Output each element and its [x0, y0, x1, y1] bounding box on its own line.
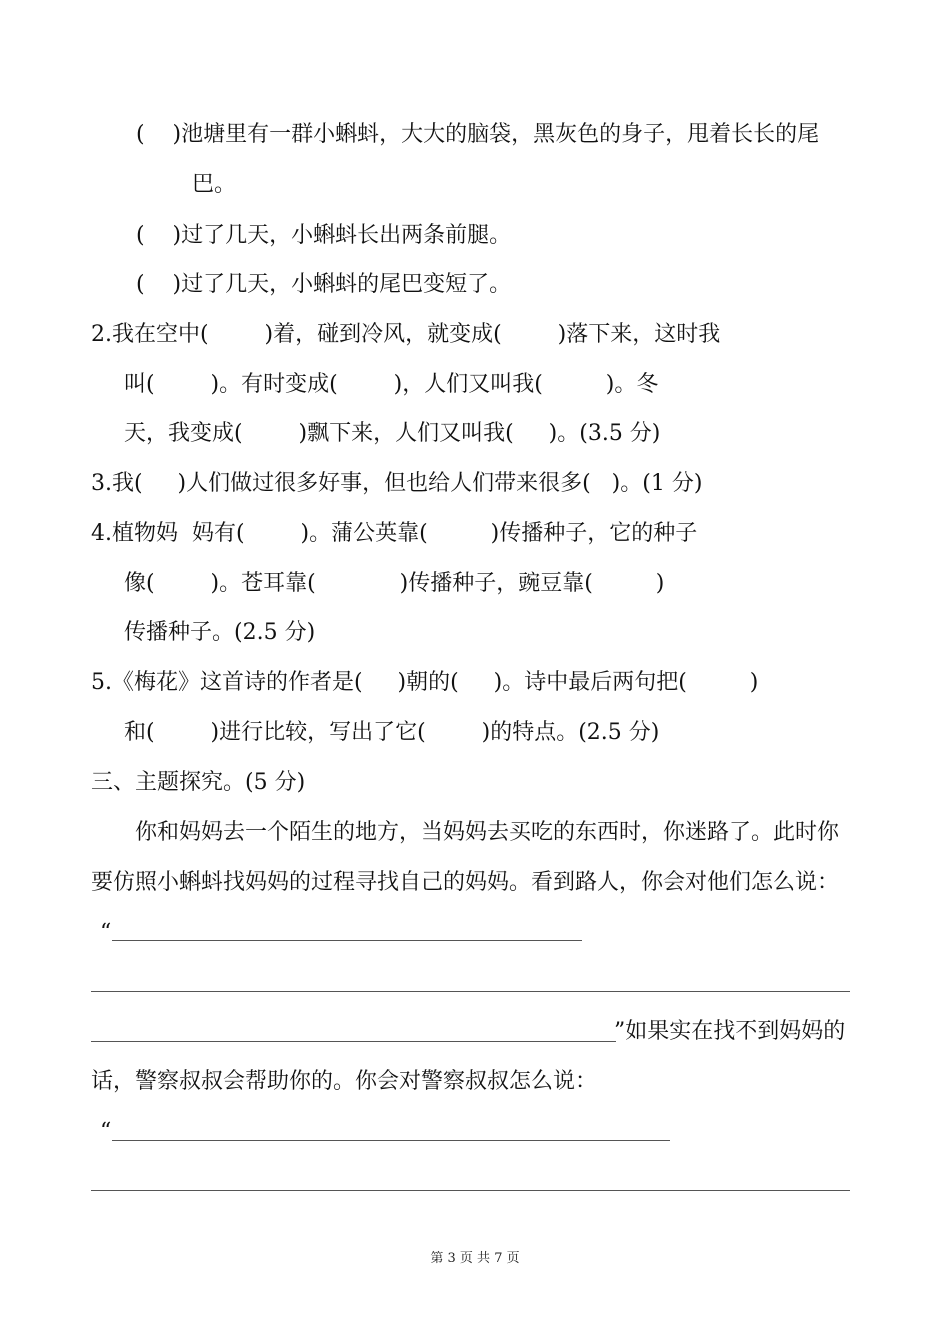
order-item-3: ( )过了几天，小蝌蚪的尾巴变短了。 — [136, 272, 512, 297]
question-3-line-1: 3.我( )人们做过很多好事，但也给人们带来很多( )。(1 分) — [91, 471, 703, 496]
question-5-line-1: 5.《梅花》这首诗的作者是( )朝的( )。诗中最后两句把( ) — [91, 670, 759, 695]
question-5-line-2: 和( )进行比较，写出了它( )的特点。(2.5 分) — [124, 720, 660, 745]
order-item-1-continued: 巴。 — [192, 172, 237, 197]
question-4-line-3: 传播种子。(2.5 分) — [124, 620, 316, 645]
open-quote-1: “ — [100, 920, 112, 945]
page-number-footer: 第 3 页 共 7 页 — [430, 1251, 520, 1266]
question-4-line-1: 4.植物妈 妈有( )。蒲公英靠( )传播种子，它的种子 — [91, 521, 698, 546]
answer-line-1[interactable] — [112, 940, 582, 941]
section-3-paragraph-line-2: 要仿照小蝌蚪找妈妈的过程寻找自己的妈妈。看到路人，你会对他们怎么说： — [91, 870, 840, 895]
answer-line-2[interactable] — [91, 991, 850, 992]
order-item-2: ( )过了几天，小蝌蚪长出两条前腿。 — [136, 223, 512, 248]
question-2-line-2: 叫( )。有时变成( )，人们又叫我( )。冬 — [124, 372, 659, 397]
open-quote-2: “ — [100, 1119, 112, 1144]
answer-line-4[interactable] — [112, 1140, 670, 1141]
section-3-heading: 三、主题探究。(5 分) — [91, 770, 306, 795]
close-quote-continuation: ”如果实在找不到妈妈的 — [614, 1019, 846, 1044]
question-4-line-2: 像( )。苍耳靠( )传播种子，豌豆靠( ) — [124, 571, 665, 596]
answer-line-5[interactable] — [91, 1190, 850, 1191]
question-2-line-3: 天，我变成( )飘下来，人们又叫我( )。(3.5 分) — [124, 421, 661, 446]
section-3-paragraph-line-1: 你和妈妈去一个陌生的地方，当妈妈去买吃的东西时，你迷路了。此时你 — [135, 820, 840, 845]
answer-line-3[interactable] — [91, 1041, 616, 1042]
order-item-1: ( )池塘里有一群小蝌蚪，大大的脑袋，黑灰色的身子，甩着长长的尾 — [136, 122, 820, 147]
question-2-line-1: 2.我在空中( )着，碰到冷风，就变成( )落下来，这时我 — [91, 322, 721, 347]
section-3-paragraph-line-3: 话，警察叔叔会帮助你的。你会对警察叔叔怎么说： — [91, 1069, 598, 1094]
